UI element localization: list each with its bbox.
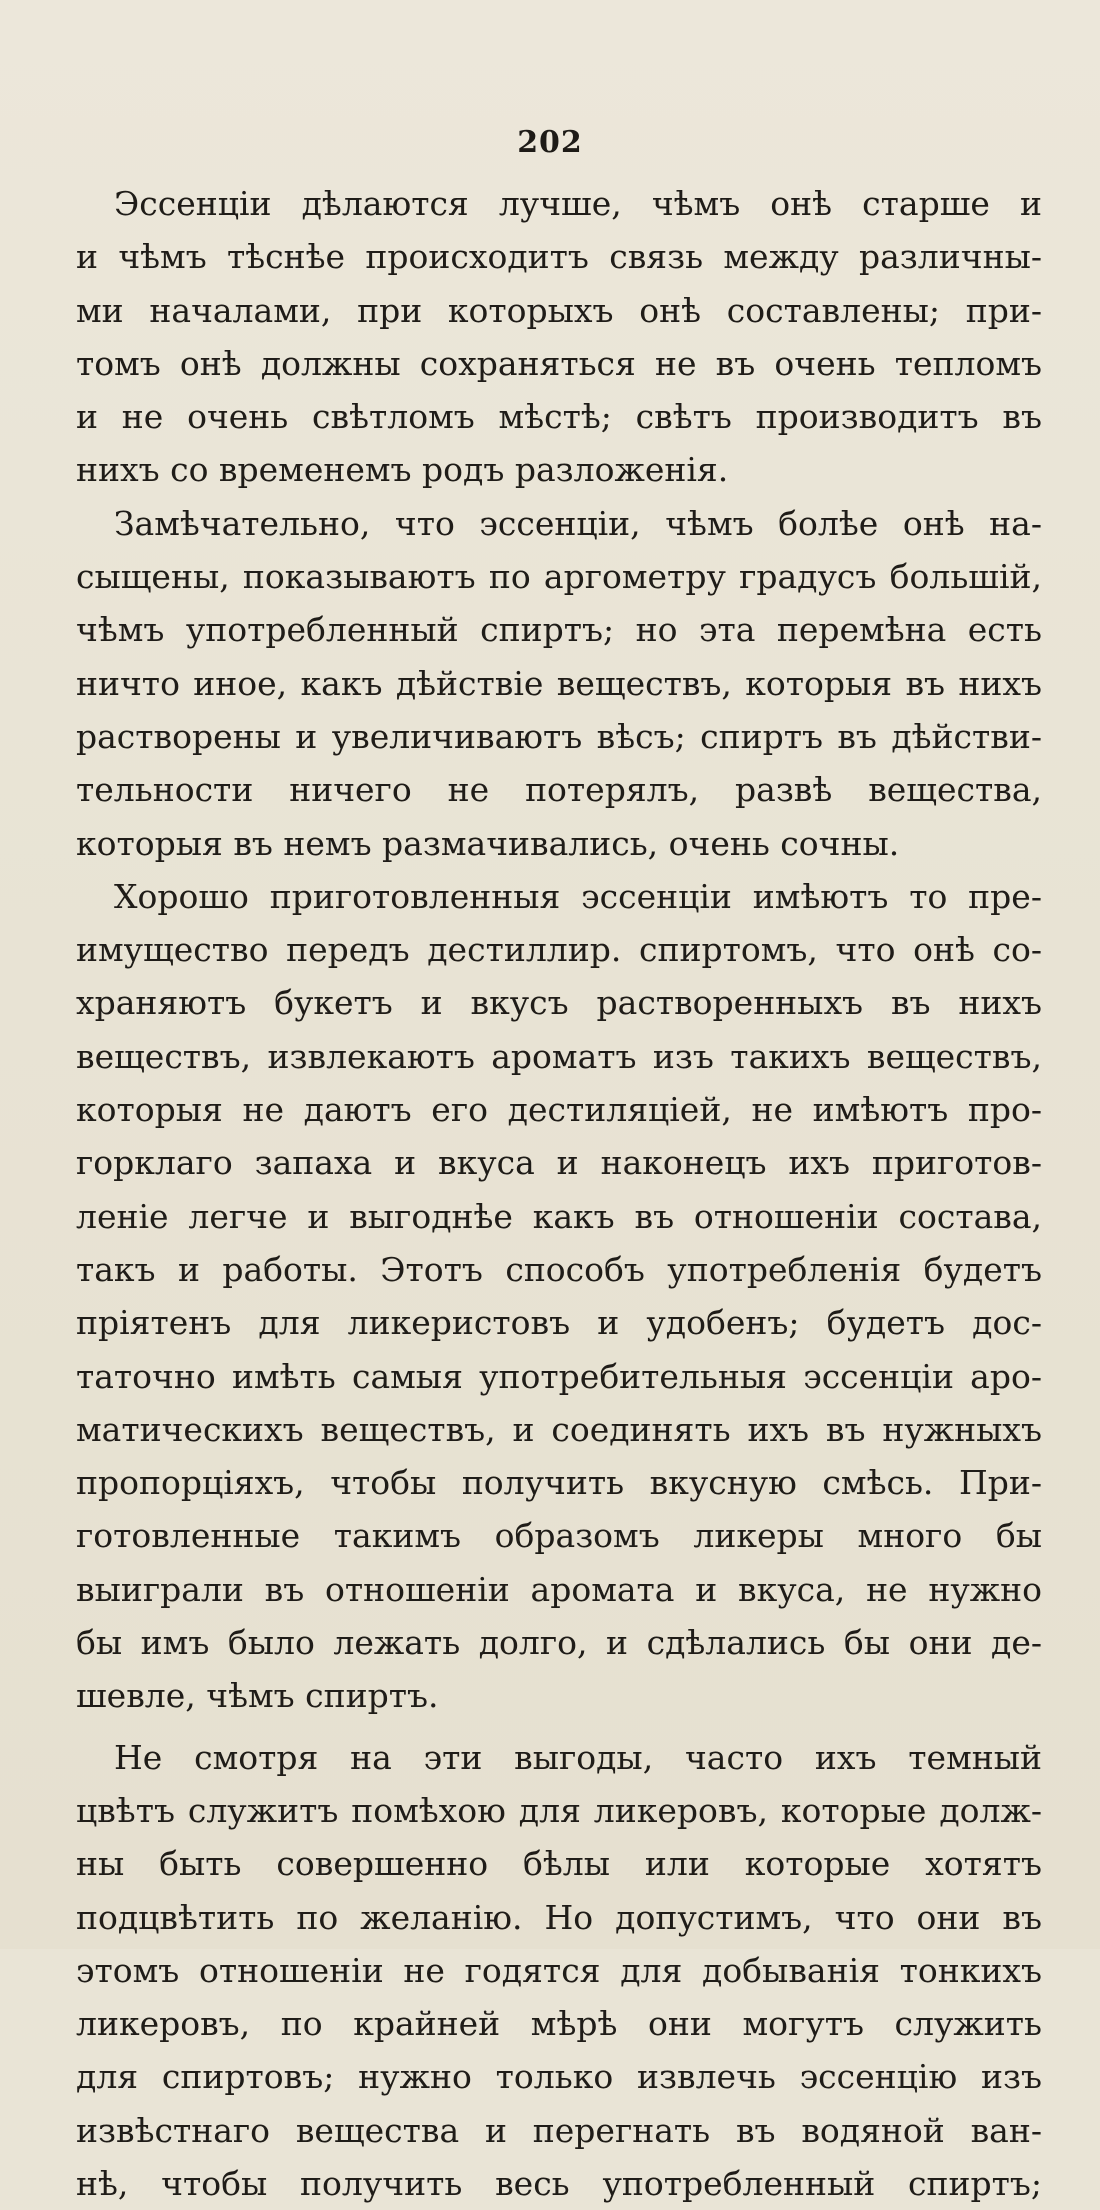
text-line: чѣмъ употребленный спиртъ; но эта перемѣна есть bbox=[76, 610, 1042, 650]
text-line: нѣ, чтобы получить весь употребленный спиртъ; bbox=[76, 2163, 1042, 2203]
paragraph-spacing bbox=[76, 1723, 1042, 1731]
text-line: и не очень свѣтломъ мѣстѣ; свѣтъ производитъ въ bbox=[76, 397, 1042, 437]
text-line: для спиртовъ; нужно только извлечь эссенцію изъ bbox=[76, 2057, 1042, 2097]
text-line: растворены и увеличиваютъ вѣсъ; спиртъ въ дѣйстви- bbox=[76, 716, 1042, 756]
text-line: выиграли въ отношеніи аромата и вкуса, не нужно bbox=[76, 1569, 1042, 1609]
text-line: ми началами, при которыхъ онѣ составлены; при- bbox=[76, 290, 1042, 330]
text-line: такъ и работы. Этотъ способъ употребленія будетъ bbox=[76, 1249, 1042, 1289]
text-line: бы имъ было лежать долго, и сдѣлались бы они де- bbox=[76, 1623, 1042, 1663]
text-line: матическихъ веществъ, и соединять ихъ въ нужныхъ bbox=[76, 1409, 1042, 1449]
text-line: горклаго запаха и вкуса и наконецъ ихъ приготов- bbox=[76, 1143, 1042, 1183]
text-line: ны быть совершенно бѣлы или которые хотятъ bbox=[76, 1844, 1042, 1884]
text-line: нихъ со временемъ родъ разложенія. bbox=[76, 450, 729, 490]
text-line: тельности ничего не потерялъ, развѣ вещества, bbox=[76, 770, 1042, 810]
text-line: пропорціяхъ, чтобы получить вкусную смѣсь. При- bbox=[76, 1463, 1042, 1503]
page-body-text bbox=[76, 177, 1042, 2210]
text-line: ликеровъ, по крайней мѣрѣ они могутъ служить bbox=[76, 2004, 1042, 2044]
page-number: 202 bbox=[517, 125, 583, 160]
text-line: сыщены, показываютъ по аргометру градусъ большій, bbox=[76, 557, 1042, 597]
text-line: которыя не даютъ его дестиляціей, не имѣютъ про- bbox=[76, 1090, 1042, 1130]
text-line: имущество передъ дестиллир. спиртомъ, что онѣ со- bbox=[76, 930, 1042, 970]
paragraph bbox=[76, 497, 1042, 870]
text-line: Не смотря на эти выгоды, часто ихъ темный bbox=[114, 1737, 1042, 1777]
text-line: леніе легче и выгоднѣе какъ въ отношеніи состава, bbox=[76, 1196, 1042, 1236]
paragraph bbox=[76, 1731, 1042, 2210]
text-line: веществъ, извлекаютъ ароматъ изъ такихъ веществъ, bbox=[76, 1036, 1042, 1076]
text-line: этомъ отношеніи не годятся для добыванія тонкихъ bbox=[76, 1950, 1042, 1990]
text-line: готовленные такимъ образомъ ликеры много бы bbox=[76, 1516, 1042, 1556]
text-line: ничто иное, какъ дѣйствіе веществъ, которыя въ нихъ bbox=[76, 663, 1042, 703]
text-line: томъ онѣ должны сохраняться не въ очень тепломъ bbox=[76, 343, 1042, 383]
text-line: извѣстнаго вещества и перегнать въ водяной ван- bbox=[76, 2110, 1042, 2150]
text-line: которыя въ немъ размачивались, очень сочны. bbox=[76, 823, 900, 863]
text-line: храняютъ букетъ и вкусъ растворенныхъ въ нихъ bbox=[76, 983, 1042, 1023]
text-line: и чѣмъ тѣснѣе происходитъ связь между различны- bbox=[76, 237, 1042, 277]
text-line: шевле, чѣмъ спиртъ. bbox=[76, 1676, 439, 1716]
paragraph bbox=[76, 870, 1042, 1723]
text-line: цвѣтъ служитъ помѣхою для ликеровъ, которые долж- bbox=[76, 1790, 1042, 1830]
text-line: Хорошо приготовленныя эссенціи имѣютъ то пре- bbox=[114, 876, 1042, 916]
text-line: Замѣчательно, что эссенціи, чѣмъ болѣе онѣ на- bbox=[114, 503, 1042, 543]
text-line: таточно имѣть самыя употребительныя эссенціи аро- bbox=[76, 1356, 1042, 1396]
text-line: пріятенъ для ликеристовъ и удобенъ; будетъ дос- bbox=[76, 1303, 1042, 1343]
text-line: подцвѣтить по желанію. Но допустимъ, что они въ bbox=[76, 1897, 1042, 1937]
paragraph bbox=[76, 177, 1042, 497]
text-line: Эссенціи дѣлаются лучше, чѣмъ онѣ старше и bbox=[114, 184, 1042, 223]
